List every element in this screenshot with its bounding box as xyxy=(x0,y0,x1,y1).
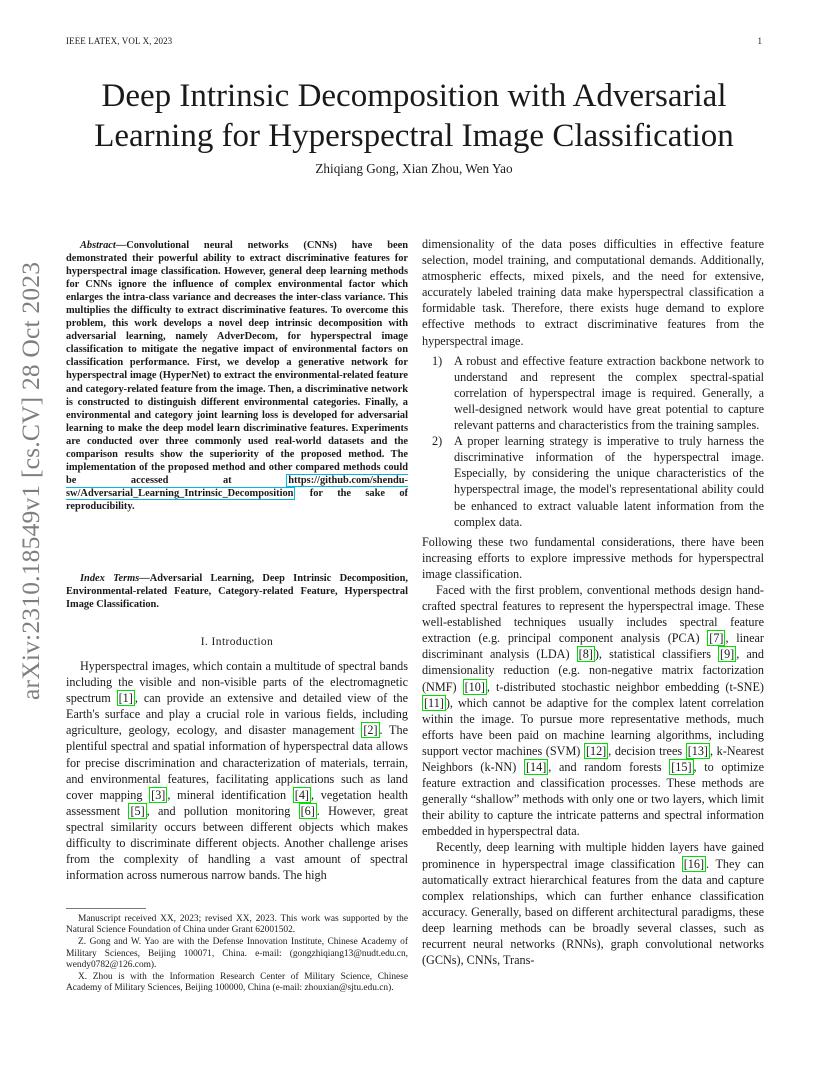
citation-link[interactable]: [1] xyxy=(118,691,133,706)
title-line-2: Learning for Hyperspectral Image Classification xyxy=(94,118,734,154)
intro-paragraph-2: Following these two fundamental considerations, there have been increasing efforts to explore impressive methods for hyperspectral image classification. xyxy=(422,534,764,581)
running-header: IEEE LATEX, VOL X, 2023 xyxy=(66,36,173,46)
paper-title xyxy=(64,76,764,156)
citation-link[interactable]: [11] xyxy=(424,695,444,710)
footnote-manuscript: Manuscript received XX, 2023; revised XX, 2023. This work was supported by the Natural Science Foundation of China under Grant 62001502. xyxy=(66,914,408,936)
citation-link[interactable]: [10] xyxy=(464,679,485,694)
abstract-text: —Convolutional neural networks (CNNs) have been demonstrated their powerful ability to extract discriminative features for hyperspectral image classification. However, general deep learning methods for CNNs ignore the influence of complex environmental factor which enlarges the intra-class variance and decreases the inter-class variance. This multiplies the difficulty to extract discriminative features. To overcome this problem, this work develops a novel deep intrinsic decomposition with adversarial learning, namely AdverDecom, for hyperspectral image classification to mitigate the negative impact of environmental factors on classification performance. First, we develop a generative network for hyperspectral image (HyperNet) to extract the environmental-related feature and category-related feature from the image. Then, a discriminative network is constructed to distinguish different environmental categories. Finally, a environmental and category joint learning loss is developed for adversarial learning to make the deep model learn discriminative features. Experiments are conducted over three commonly used real-world datasets and the comparison results show the superiority of the proposed method. The implementation of the proposed method and other compared methods could be accessed at xyxy=(66,240,408,486)
intro-paragraph-3: Faced with the first problem, conventional methods design hand-crafted spectral features to represent the hyperspectral image. These well-established techniques usually includes spectral feature extraction (e.g. principal component analysis (PCA) [7] , linear discriminant analysis (LDA) [8] ), statistical classifiers [9] , and dimensionality reduction (e.g. non-negative matrix factorization (NMF) [10] , t-distributed stochastic neighbor embedding (t-SNE) [11] ), which cannot be adaptive for the complex latent correlation within the image. To pursue more representative methods, much efforts have been paid on machine learning algorithms, including support vector machines (SVM) [12] , decision trees [13] , k-Nearest Neighbors (k-NN) [14] , and random forests [15] , to optimize feature extraction and classification processes. These methods are generally “shallow” methods with only one or two layers, which limit their ability to capture the intricate patterns and spectral information embedded in hyperspectral data. xyxy=(422,582,765,839)
section-heading-introduction: I. Introduction xyxy=(200,636,274,648)
abstract-text-end: for the sake of reproducibility. xyxy=(66,487,408,512)
intro-right-column xyxy=(422,236,764,968)
intro-paragraph-1: Hyperspectral images, which contain a multitude of spectral bands including the visible and non-visible parts of the electromagnetic spectrum [1] , can provide an extensive and detailed view of the Earth's surface and play a crucial role in various fields, including agriculture, geology, ecology, and disaster management [2] . The plentiful spectral and spatial information of hyperspectral data allows for precise discrimination and characterization of materials, terrain, and environmental features, facilitating applications such as land cover mapping [3] , mineral identification [4] , vegetation health assessment [5] , and pollution monitoring [6] . However, great spectral similarity occurs between different objects which makes difficulty to discriminate different objects. Another challenge arises from the complexity of handling a vast amount of spectral information across numerous narrow bands. The high xyxy=(66,659,409,883)
list-item: 2) A proper learning strategy is imperative to truly harness the discriminative information of the hyperspectral image. Especially, by considering the unique characteristics of the hyperspectral image, the model's representational ability could be enhanced to extract valuable latent information from the complex data. xyxy=(432,434,764,529)
abstract-label: Abstract xyxy=(80,240,116,251)
code-repository-link[interactable]: https://github.com/shendu-sw/Adversarial_Learning_Intrinsic_Decomposition xyxy=(66,474,408,499)
list-item: 1) A robust and effective feature extraction backbone network to understand and represent the complex spectral-spatial correlation of hyperspectral image is required. Generally, a well-designed network would have great potential to capture relevant patterns and characteristics from the training samples. xyxy=(432,353,764,433)
footnote-rule xyxy=(66,908,146,909)
citation-link[interactable]: [5] xyxy=(130,803,145,818)
citation-link[interactable]: [4] xyxy=(294,787,309,802)
abstract xyxy=(66,239,408,513)
citation-link[interactable]: [15] xyxy=(671,760,692,774)
citation-link[interactable]: [16] xyxy=(683,856,705,871)
citation-link[interactable]: [7] xyxy=(709,631,724,646)
arxiv-stamp[interactable]: arXiv:2310.18549v1 [cs.CV] 28 Oct 2023 xyxy=(16,261,45,700)
title-line-1: Deep Intrinsic Decomposition with Adversarial xyxy=(101,78,727,114)
footnotes xyxy=(66,914,408,995)
citation-link[interactable]: [13] xyxy=(687,743,708,758)
paper-authors: Zhiqiang Gong, Xian Zhou, Wen Yao xyxy=(315,161,513,176)
footnote-affiliation-2: X. Zhou is with the Information Research Center of Military Science, Chinese Academy of Military Sciences, Beijing 100000, China (e-mail: zhouxian@sjtu.edu.cn). xyxy=(66,972,408,994)
citation-link[interactable]: [8] xyxy=(578,647,593,662)
citation-link[interactable]: [6] xyxy=(300,803,315,818)
intro-paragraph-continued: dimensionality of the data poses difficulties in effective feature selection, model training, and computational demands. Additionally, atmospheric effects, mixed pixels, and the need for extensive, accurately labeled training data make hyperspectral classification a formidable task. Therefore, there exists huge demand to explore effective methods to extract discriminative features from the hyperspectral image. xyxy=(422,237,764,348)
intro-left-column xyxy=(66,658,408,883)
index-terms-text: —Adversarial Learning, Deep Intrinsic Decomposition, Environmental-related Feature, Category-related Feature, Hyperspectral Image Classification. xyxy=(66,573,408,611)
citation-link[interactable]: [3] xyxy=(151,787,166,802)
citation-link[interactable]: [12] xyxy=(585,743,607,758)
index-terms xyxy=(66,572,408,611)
citation-link[interactable]: [9] xyxy=(720,647,735,662)
intro-paragraph-4: Recently, deep learning with multiple hidden layers have gained prominence in hyperspectral image classification [16] . They can automatically extract hierarchical features from the data and capture complex relationships, which can further enhance classification accuracy. Generally, based on different architectural paradigms, these deep learning methods can be broadly several classes, such as recurrent neural networks (RNNs), graph convolutional networks (GCNs), CNNs, Trans- xyxy=(422,840,765,968)
footnote-affiliation-1: Z. Gong and W. Yao are with the Defense Innovation Institute, Chinese Academy of Military Sciences, Beijing 100071, China. e-mail: (gongzhiqiang13@nudt.edu.cn, wendy0782@126.com). xyxy=(66,937,408,971)
considerations-list xyxy=(422,353,764,530)
citation-link[interactable]: [14] xyxy=(525,760,547,774)
index-terms-label: Index Terms xyxy=(80,573,140,584)
citation-link[interactable]: [2] xyxy=(363,723,378,738)
page-number: 1 xyxy=(757,36,762,46)
